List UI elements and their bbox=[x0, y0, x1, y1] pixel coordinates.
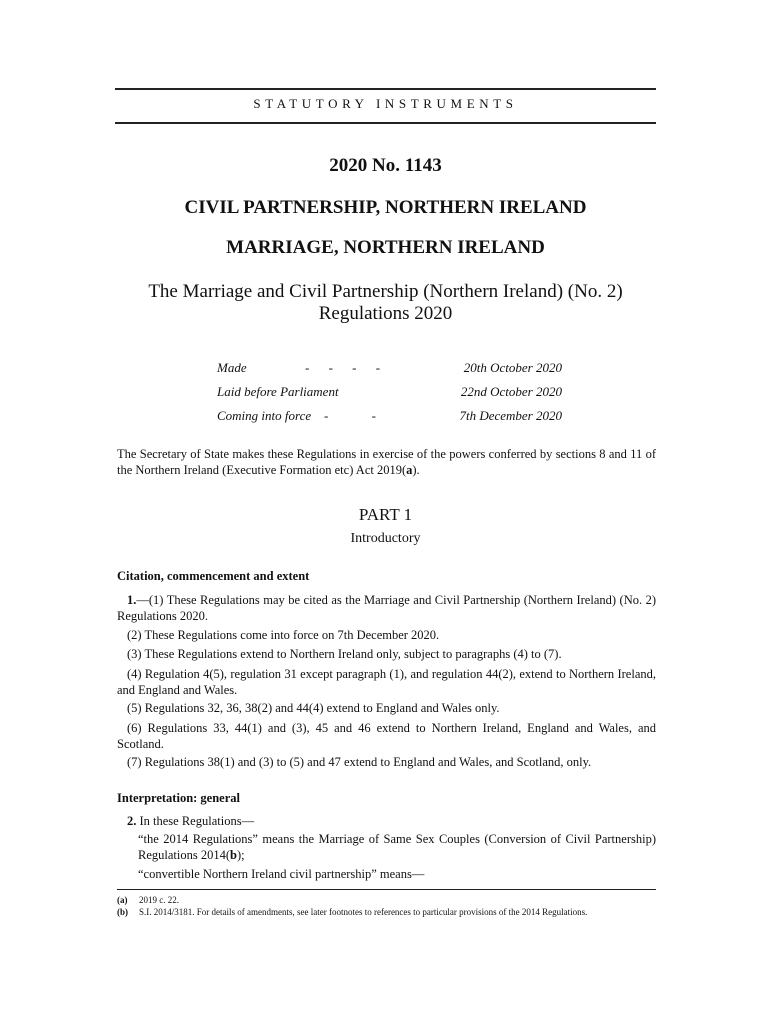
force-label: Coming into force bbox=[217, 408, 312, 423]
regulations-title-line-1: The Marriage and Civil Partnership (Northern Ireland) (No. 2) bbox=[148, 281, 623, 302]
footnote-a-text: 2019 c. 22. bbox=[139, 895, 179, 905]
regulation-2-paragraph-1 bbox=[117, 813, 656, 829]
part-subtitle: Introductory bbox=[350, 531, 421, 546]
part-title: PART 1 bbox=[358, 505, 413, 524]
header-bottom-rule bbox=[115, 122, 656, 124]
laid-label: Laid before Parliament bbox=[217, 384, 339, 399]
date-row-made bbox=[217, 360, 562, 378]
regulation-1-paragraph-6: (6) Regulations 33, 44(1) and (3), 45 and 46 extend to Northern Ireland, England and Wales, and Scotland. bbox=[117, 721, 656, 751]
definition-2014-regulations bbox=[138, 831, 656, 863]
date-row-laid bbox=[217, 384, 562, 402]
subject-heading-2: MARRIAGE, NORTHERN IRELAND bbox=[226, 237, 545, 258]
preamble bbox=[117, 446, 656, 478]
regulation-1-paragraph-4: (4) Regulation 4(5), regulation 31 except paragraph (1), and regulation 44(2), extend to Northern Ireland, and England and Wales. bbox=[117, 667, 656, 697]
section-heading-interpretation: Interpretation: general bbox=[117, 791, 241, 805]
regulation-2-text: In these Regulations— bbox=[136, 814, 255, 828]
regulation-1-paragraph-2: (2) These Regulations come into force on 7th December 2020. bbox=[127, 628, 440, 642]
regulation-2-number: 2. bbox=[127, 814, 137, 828]
footnote-b-mark: (b) bbox=[117, 907, 128, 917]
regulation-1-number: 1. bbox=[127, 593, 137, 607]
made-date: 20th October 2020 bbox=[463, 360, 562, 375]
footnote-ref-b: b bbox=[230, 848, 237, 862]
definition-2014-end: ); bbox=[236, 848, 245, 862]
regulation-1-paragraph-1 bbox=[117, 592, 656, 624]
header-top-rule bbox=[115, 88, 656, 90]
regulation-1-paragraph-3: (3) These Regulations extend to Northern Ireland only, subject to paragraphs (4) to (7). bbox=[127, 647, 562, 661]
footnote-b-text: S.I. 2014/3181. For details of amendments, see later footnotes to references to particular provisions of the 2014 Regulations. bbox=[139, 907, 588, 917]
header-label: STATUTORY INSTRUMENTS bbox=[253, 96, 518, 111]
footnote-rule bbox=[117, 889, 656, 890]
footnote-ref-a: a bbox=[406, 463, 413, 477]
regulation-1-text: —(1) These Regulations may be cited as the Marriage and Civil Partnership (Northern Ireland) (No. 2) Regulations 2020. bbox=[117, 593, 656, 623]
preamble-text: The Secretary of State makes these Regulations in exercise of the powers conferred by sections 8 and 11 of the Northern Ireland (Executive Formation etc) Act 2019( bbox=[117, 447, 656, 477]
force-date: 7th December 2020 bbox=[459, 408, 562, 423]
force-dashes: - - bbox=[324, 408, 396, 423]
definition-convertible-partnership: “convertible Northern Ireland civil partnership” means— bbox=[138, 867, 425, 881]
section-heading-citation: Citation, commencement and extent bbox=[117, 569, 310, 583]
regulations-title-line-2: Regulations 2020 bbox=[318, 303, 453, 324]
made-dashes: - - - - bbox=[305, 360, 389, 375]
regulations-title bbox=[115, 281, 656, 325]
regulation-1-paragraph-5: (5) Regulations 32, 36, 38(2) and 44(4) extend to England and Wales only. bbox=[127, 701, 500, 715]
made-label: Made bbox=[217, 360, 247, 375]
subject-heading-1: CIVIL PARTNERSHIP, NORTHERN IRELAND bbox=[184, 197, 587, 218]
regulation-1-paragraph-7: (7) Regulations 38(1) and (3) to (5) and 47 extend to England and Wales, and Scotland, only. bbox=[127, 755, 592, 769]
laid-date: 22nd October 2020 bbox=[460, 384, 562, 399]
preamble-end: ). bbox=[412, 463, 420, 477]
footnote-a-mark: (a) bbox=[117, 895, 128, 905]
instrument-number: 2020 No. 1143 bbox=[329, 155, 442, 176]
definition-2014-text: “the 2014 Regulations” means the Marriage of Same Sex Couples (Conversion of Civil Partnership) Regulations 2014( bbox=[138, 832, 656, 862]
date-row-force bbox=[217, 408, 562, 426]
